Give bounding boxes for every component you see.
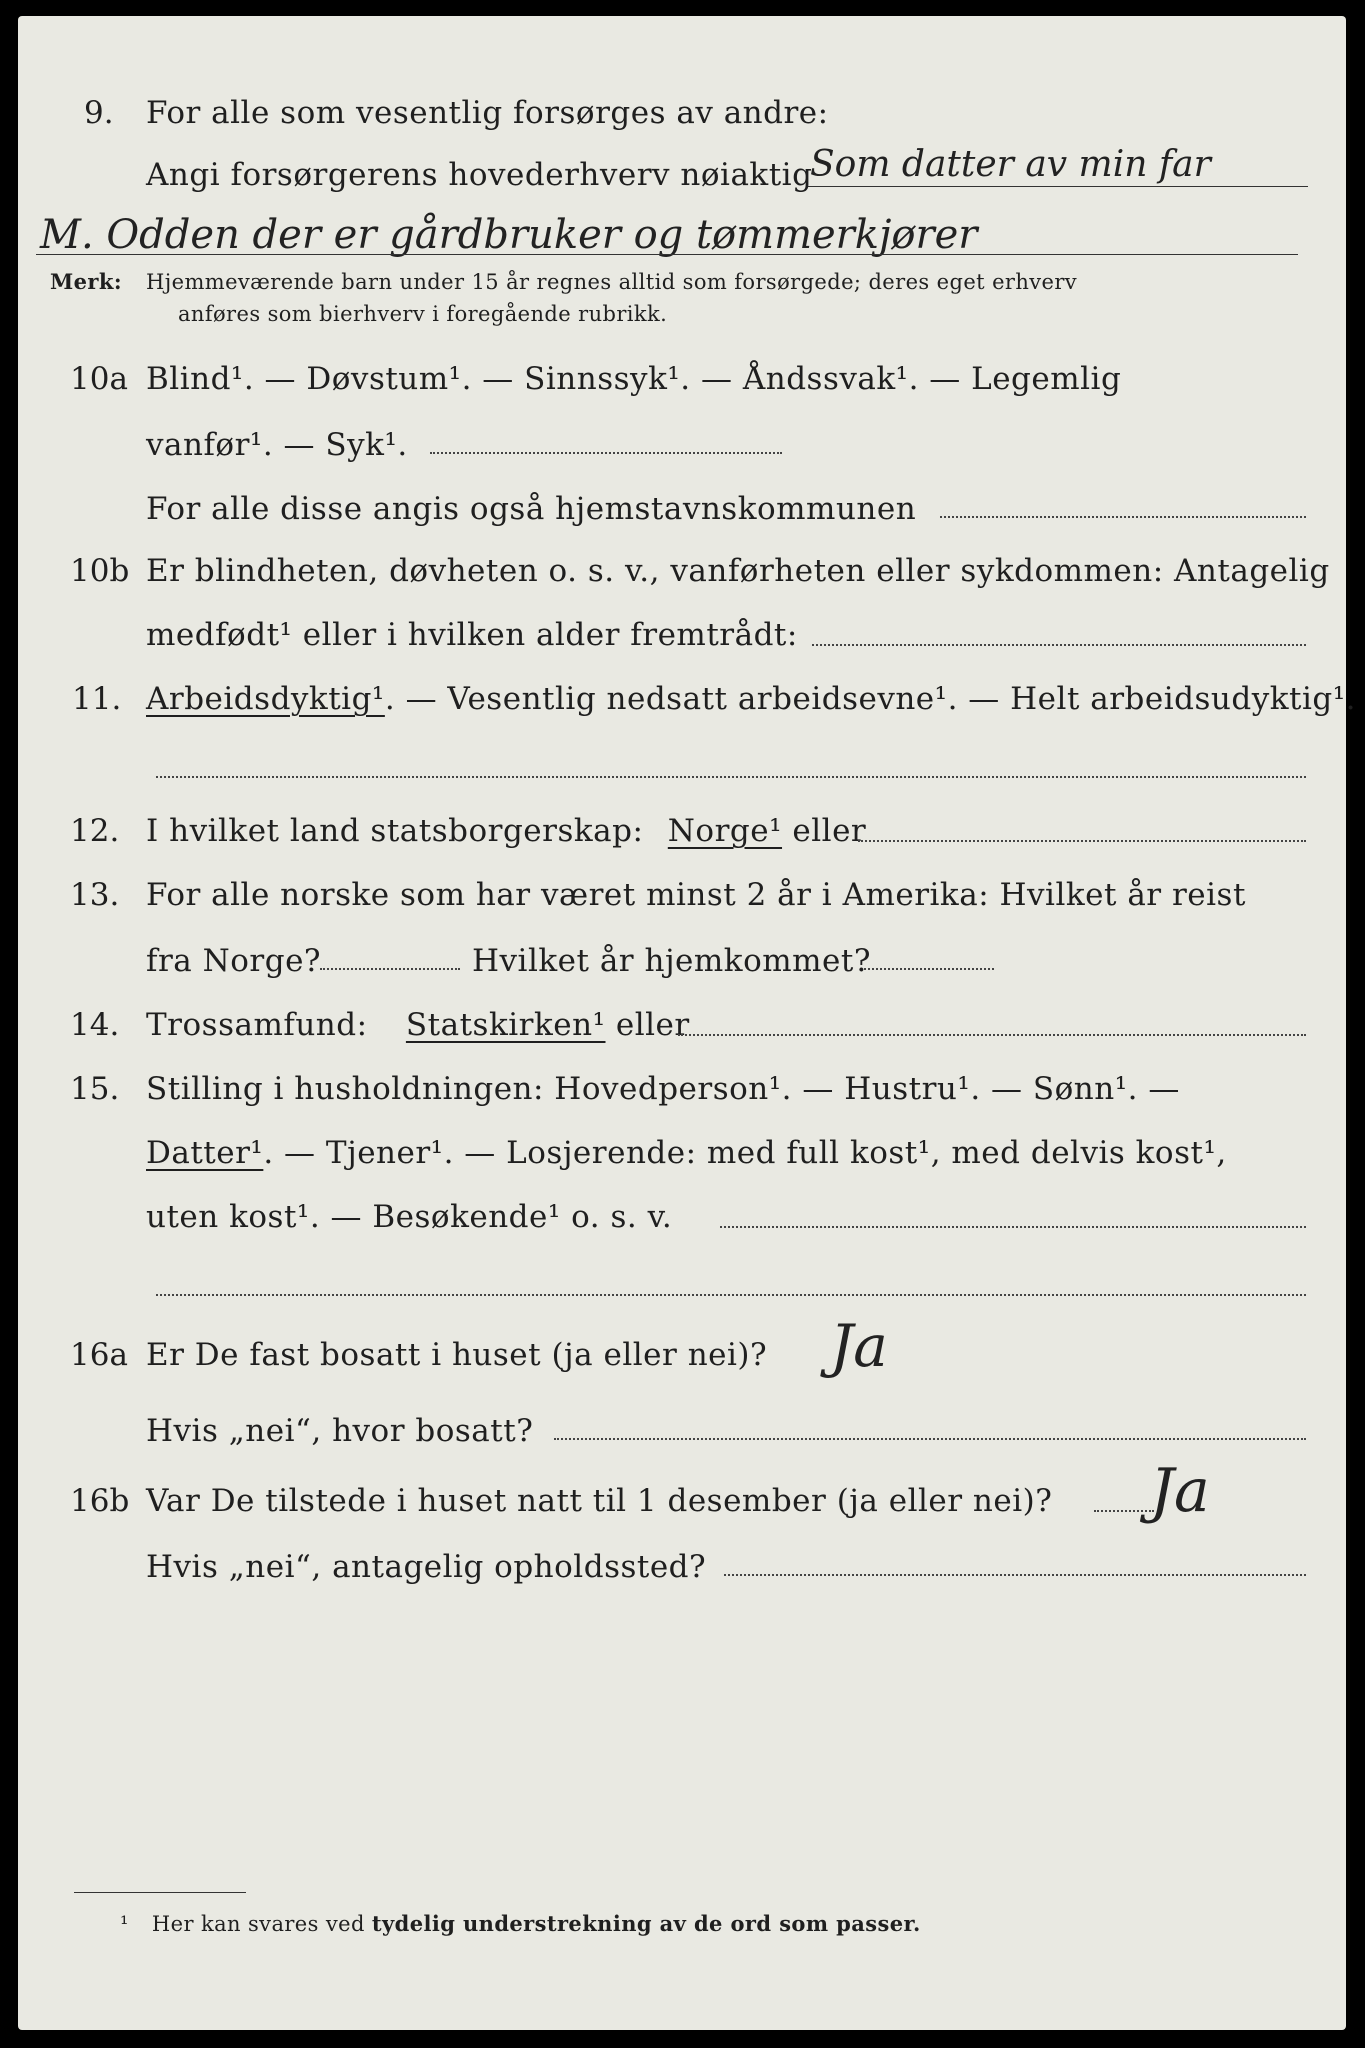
q14-prefix: Trossamfund: <box>146 1007 368 1043</box>
q11-extra-line <box>156 776 1306 778</box>
q16b-place-line <box>724 1574 1306 1576</box>
q10b-answer-line <box>812 644 1306 646</box>
q16a-line2: Hvis „nei“, hvor bosatt? <box>146 1413 534 1449</box>
q9-line2: Angi forsørgerens hovederhverv nøiaktig <box>146 157 813 193</box>
q12-underlined-answer: Norge¹ <box>667 813 783 849</box>
merk-line1: Hjemmeværende barn under 15 år regnes alltid som forsørgede; deres eget erhverv <box>146 270 1078 294</box>
footnote-mark: ¹ <box>120 1912 129 1936</box>
q12-answer-line <box>858 840 1306 842</box>
q12-suffix: eller <box>792 813 867 849</box>
q11-underlined-answer: Arbeidsdyktig¹ <box>146 681 385 717</box>
q12-prefix: I hvilket land statsborgerskap: <box>146 813 644 849</box>
q9-handwritten-answer-2: M. Odden der er gårdbruker og tømmerkjører <box>40 212 978 258</box>
q12-number: 12. <box>70 813 120 849</box>
q16b-handwritten-answer: Ja <box>1150 1456 1210 1526</box>
q15-line2-rest: . — Tjener¹. — Losjerende: med full kost¹, med delvis kost¹, <box>263 1135 1227 1171</box>
q15-line1: Stilling i husholdningen: Hovedperson¹. — Hustru¹. — Sønn¹. — <box>146 1071 1180 1107</box>
q13-line2b: Hvilket år hjemkommet? <box>472 943 871 979</box>
q13-line1: For alle norske som har været minst 2 år i Amerika: Hvilket år reist <box>146 877 1246 913</box>
q9-answer-line-1 <box>808 186 1308 187</box>
q16b-number: 16b <box>70 1483 130 1519</box>
q15-answer-line <box>720 1226 1306 1228</box>
q14-underlined-answer: Statskirken¹ <box>405 1007 606 1043</box>
q15-number: 15. <box>70 1071 120 1107</box>
q15-underlined-answer: Datter¹ <box>146 1135 264 1171</box>
footnote-bold-text: tydelig understrekning av de ord som passer. <box>371 1911 921 1936</box>
q9-answer-line-2 <box>36 254 1298 255</box>
q10a-number: 10a <box>70 361 128 397</box>
q16b-line2: Hvis „nei“, antagelig opholdssted? <box>146 1549 707 1585</box>
q9-handwritten-answer-1: Som datter av min far <box>810 144 1211 185</box>
q16b-answer-line <box>1094 1510 1154 1512</box>
q9-number: 9. <box>84 95 114 131</box>
q15-line3: uten kost¹. — Besøkende¹ o. s. v. <box>146 1199 673 1235</box>
q10a-line3: For alle disse angis også hjemstavnskommunen <box>146 491 917 527</box>
q16a-handwritten-answer: Ja <box>830 1312 888 1380</box>
q16a-number: 16a <box>70 1337 128 1373</box>
q15-extra-line <box>156 1294 1306 1296</box>
footnote-text: Her kan svares ved <box>151 1912 365 1936</box>
q10b-line1: Er blindheten, døvheten o. s. v., vanførheten eller sykdommen: Antagelig <box>146 553 1330 589</box>
q16b-line1: Var De tilstede i huset natt til 1 desember (ja eller nei)? <box>146 1483 1053 1519</box>
q16a-line1: Er De fast bosatt i huset (ja eller nei)? <box>146 1337 768 1373</box>
q13-right-line <box>864 968 994 970</box>
q14-number: 14. <box>70 1007 120 1043</box>
q13-number: 13. <box>70 877 120 913</box>
q13-left-line <box>320 968 460 970</box>
q13-line2a: fra Norge? <box>146 943 322 979</box>
q10a-hometown-line <box>940 516 1306 518</box>
q10a-line2: vanfør¹. — Syk¹. <box>146 427 408 463</box>
q14-answer-line <box>678 1034 1306 1036</box>
q11-rest: . — Vesentlig nedsatt arbeidsevne¹. — Helt arbeidsudyktig¹. <box>384 681 1357 717</box>
q16a-answer-line <box>554 1438 1306 1440</box>
census-form-page <box>18 16 1357 2030</box>
q9-line1: For alle som vesentlig forsørges av andre: <box>146 95 829 131</box>
merk-label: Merk: <box>50 269 122 294</box>
q11-number: 11. <box>72 681 122 717</box>
q10a-line1: Blind¹. — Døvstum¹. — Sinnssyk¹. — Åndssvak¹. — Legemlig <box>146 361 1122 397</box>
footnote-separator <box>74 1892 246 1893</box>
q10a-answer-line <box>430 452 782 454</box>
q10b-number: 10b <box>70 553 130 589</box>
q10b-line2: medfødt¹ eller i hvilken alder fremtrådt: <box>146 617 798 653</box>
merk-line2: anføres som bierhverv i foregående rubrikk. <box>178 302 668 326</box>
q14-suffix: eller <box>615 1007 690 1043</box>
